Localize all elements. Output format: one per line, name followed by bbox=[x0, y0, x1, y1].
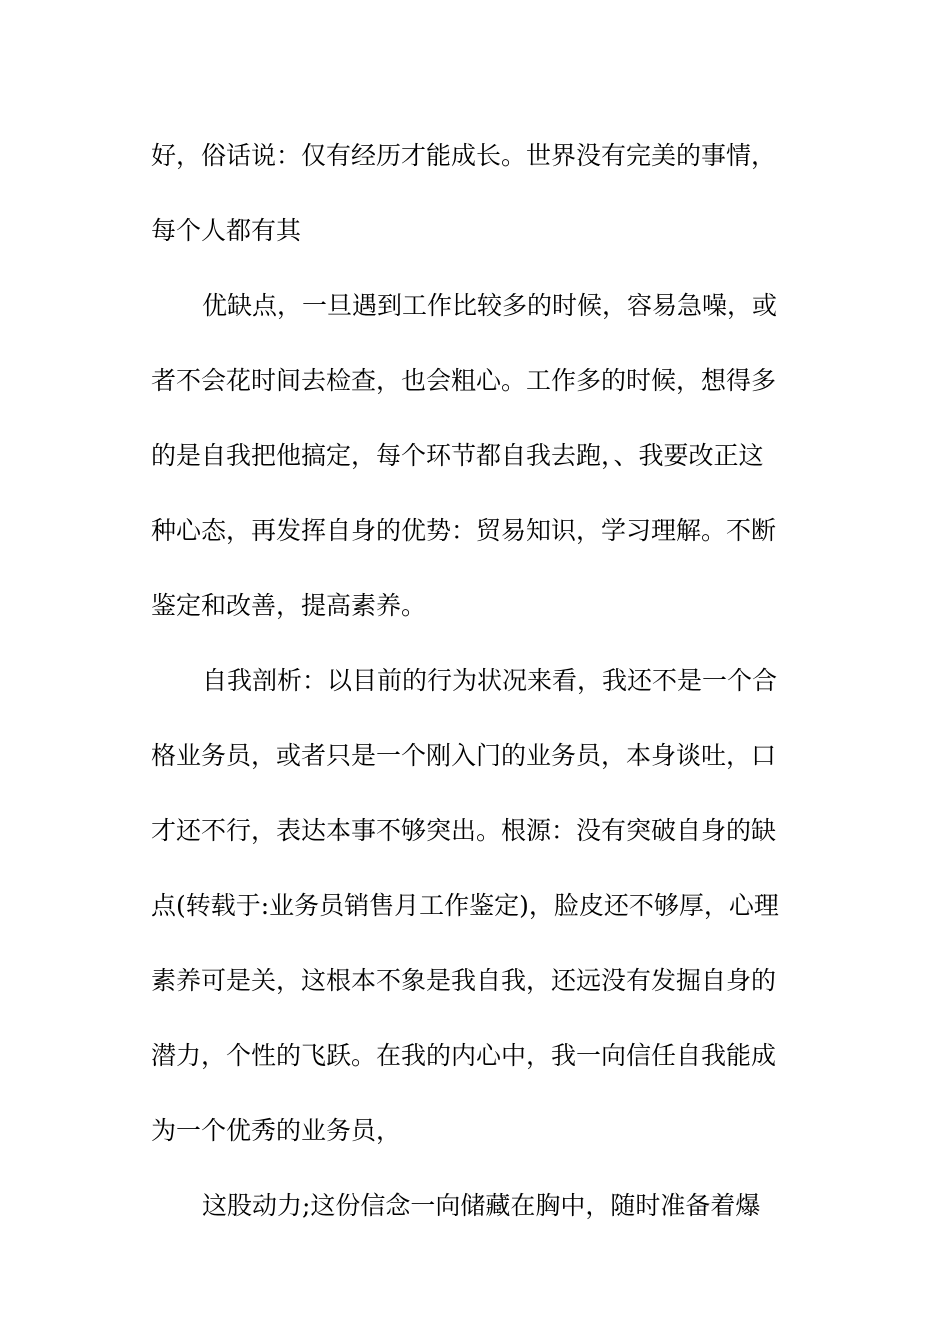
text-line: 为一个优秀的业务员， bbox=[151, 1116, 402, 1145]
text-line: 潜力，个性的飞跃。在我的内心中，我一向信任自我能成 bbox=[151, 1041, 777, 1070]
text-line: 格业务员，或者只是一个刚入门的业务员，本身谈吐，口 bbox=[151, 741, 777, 770]
document-body bbox=[151, 126, 811, 1251]
text-line: 点(转载于:业务员销售月工作鉴定)，脸皮还不够厚，心理 bbox=[151, 891, 779, 920]
text-line: 每个人都有其 bbox=[151, 216, 302, 245]
paragraph bbox=[151, 126, 811, 276]
paragraph bbox=[151, 276, 811, 651]
text-line: 优缺点，一旦遇到工作比较多的时候，容易急噪，或 bbox=[202, 291, 778, 320]
text-line: 的是自我把他搞定，每个环节都自我去跑，、我要改正这 bbox=[151, 441, 764, 470]
text-line: 好，俗话说：仅有经历才能成长。世界没有完美的事情， bbox=[151, 141, 777, 170]
text-line: 者不会花时间去检查，也会粗心。工作多的时候，想得多 bbox=[151, 366, 777, 395]
text-line: 鉴定和改善，提高素养。 bbox=[151, 591, 427, 620]
paragraph bbox=[151, 1176, 811, 1251]
text-line: 自我剖析：以目前的行为状况来看，我还不是一个合 bbox=[202, 666, 778, 695]
paragraph bbox=[151, 651, 811, 1176]
text-line: 素养可是关，这根本不象是我自我，还远没有发掘自身的 bbox=[151, 966, 777, 995]
text-line: 种心态，再发挥自身的优势：贸易知识，学习理解。不断 bbox=[151, 516, 777, 545]
text-line: 才还不行，表达本事不够突出。根源：没有突破自身的缺 bbox=[151, 816, 777, 845]
text-line: 这股动力;这份信念一向储藏在胸中，随时准备着爆 bbox=[202, 1191, 761, 1220]
